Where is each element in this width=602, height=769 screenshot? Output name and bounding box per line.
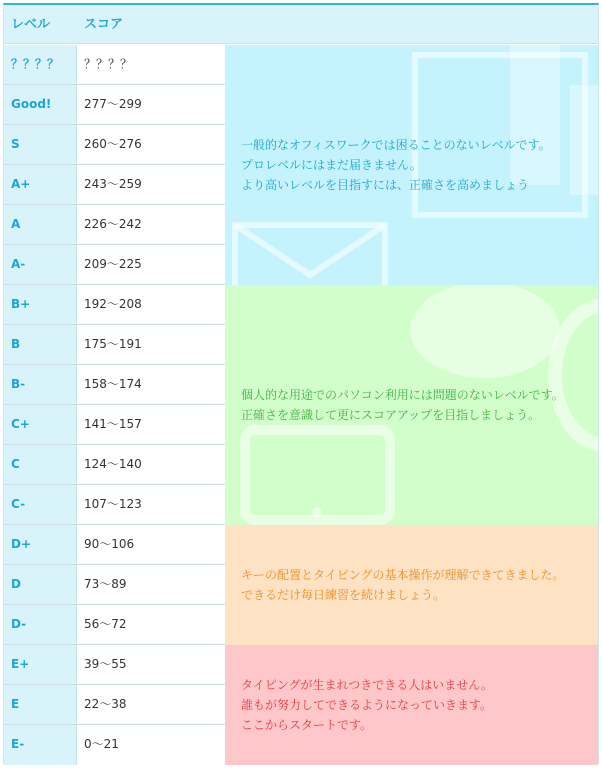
score-cell: 22～38 bbox=[84, 697, 127, 711]
level-cell: E+ bbox=[11, 657, 30, 671]
level-cell: A- bbox=[11, 257, 26, 271]
level-cell: C+ bbox=[11, 417, 30, 431]
score-cell: 192～208 bbox=[84, 297, 142, 311]
level-cell: D+ bbox=[11, 537, 32, 551]
level-cell: A bbox=[11, 217, 21, 231]
score-cell: 260～276 bbox=[84, 137, 142, 151]
score-cell: 73～89 bbox=[84, 577, 127, 591]
table-row bbox=[4, 165, 225, 205]
table-row bbox=[4, 285, 225, 325]
description-line: できるだけ毎日練習を続けましょう。 bbox=[241, 588, 446, 602]
table-row bbox=[4, 685, 225, 725]
description-band bbox=[225, 45, 598, 285]
level-cell: D bbox=[11, 577, 21, 591]
table-row bbox=[4, 205, 225, 245]
description-line: キーの配置とタイピングの基本操作が理解できてきました。 bbox=[241, 568, 565, 582]
level-cell: Good! bbox=[11, 97, 52, 111]
table-row bbox=[4, 45, 225, 85]
table-row bbox=[4, 485, 225, 525]
table-row bbox=[4, 445, 225, 485]
score-cell: 226～242 bbox=[84, 217, 142, 231]
description-band bbox=[225, 285, 598, 525]
score-cell: 175～191 bbox=[84, 337, 142, 351]
score-cell: 277～299 bbox=[84, 97, 142, 111]
level-cell: B- bbox=[11, 377, 26, 391]
table-row bbox=[4, 325, 225, 365]
table-row bbox=[4, 605, 225, 645]
description-line: 一般的なオフィスワークでは困ることのないレベルです。 bbox=[241, 138, 551, 152]
description-band bbox=[225, 525, 598, 645]
description-line: ここからスタートです。 bbox=[241, 718, 373, 732]
level-cell: E- bbox=[11, 737, 25, 751]
band-description bbox=[241, 525, 588, 645]
score-cell: 0～21 bbox=[84, 737, 119, 751]
description-line: 個人的な用途でのパソコン利用には問題のないレベルです。 bbox=[241, 388, 564, 402]
level-cell: A+ bbox=[11, 177, 31, 191]
score-cell: 141～157 bbox=[84, 417, 142, 431]
level-score-table bbox=[3, 3, 599, 764]
score-cell: 39～55 bbox=[84, 657, 127, 671]
score-cell: 90～106 bbox=[84, 537, 135, 551]
score-cell: 56～72 bbox=[84, 617, 127, 631]
level-cell: C- bbox=[11, 497, 26, 511]
table-header bbox=[4, 5, 598, 44]
level-cell: C bbox=[11, 457, 20, 471]
level-cell: ？？？？ bbox=[11, 57, 60, 71]
table-row bbox=[4, 245, 225, 285]
level-cell: D- bbox=[11, 617, 27, 631]
description-line: プロレベルにはまだ届きません。 bbox=[241, 158, 422, 172]
band-description bbox=[241, 645, 588, 765]
level-cell: S bbox=[11, 137, 20, 151]
description-line: タイピングが生まれつきできる人はいません。 bbox=[241, 678, 494, 692]
level-column-header: レベル bbox=[11, 17, 51, 32]
table-row bbox=[4, 365, 225, 405]
table-row bbox=[4, 405, 225, 445]
description-band bbox=[225, 645, 598, 765]
description-line: より高いレベルを目指すには、正確さを高めましょう bbox=[241, 178, 530, 192]
level-cell: E bbox=[11, 697, 20, 711]
score-cell: ？？？？ bbox=[84, 57, 133, 71]
band-description bbox=[241, 285, 588, 525]
table-row bbox=[4, 125, 225, 165]
score-cell: 107～123 bbox=[84, 497, 142, 511]
score-column-header: スコア bbox=[84, 17, 124, 32]
table-row bbox=[4, 565, 225, 605]
description-line: 正確さを意識して更にスコアアップを目指しましょう。 bbox=[241, 408, 541, 422]
score-cell: 124～140 bbox=[84, 457, 142, 471]
band-description bbox=[241, 45, 588, 285]
table-row bbox=[4, 85, 225, 125]
table-row bbox=[4, 525, 225, 565]
table-row bbox=[4, 645, 225, 685]
level-cell: B bbox=[11, 337, 21, 351]
level-cell: B+ bbox=[11, 297, 31, 311]
score-cell: 243～259 bbox=[84, 177, 142, 191]
score-cell: 209～225 bbox=[84, 257, 142, 271]
score-cell: 158～174 bbox=[84, 377, 142, 391]
description-line: 誰もが努力してできるようになっていきます。 bbox=[241, 698, 493, 712]
table-row bbox=[4, 725, 225, 765]
